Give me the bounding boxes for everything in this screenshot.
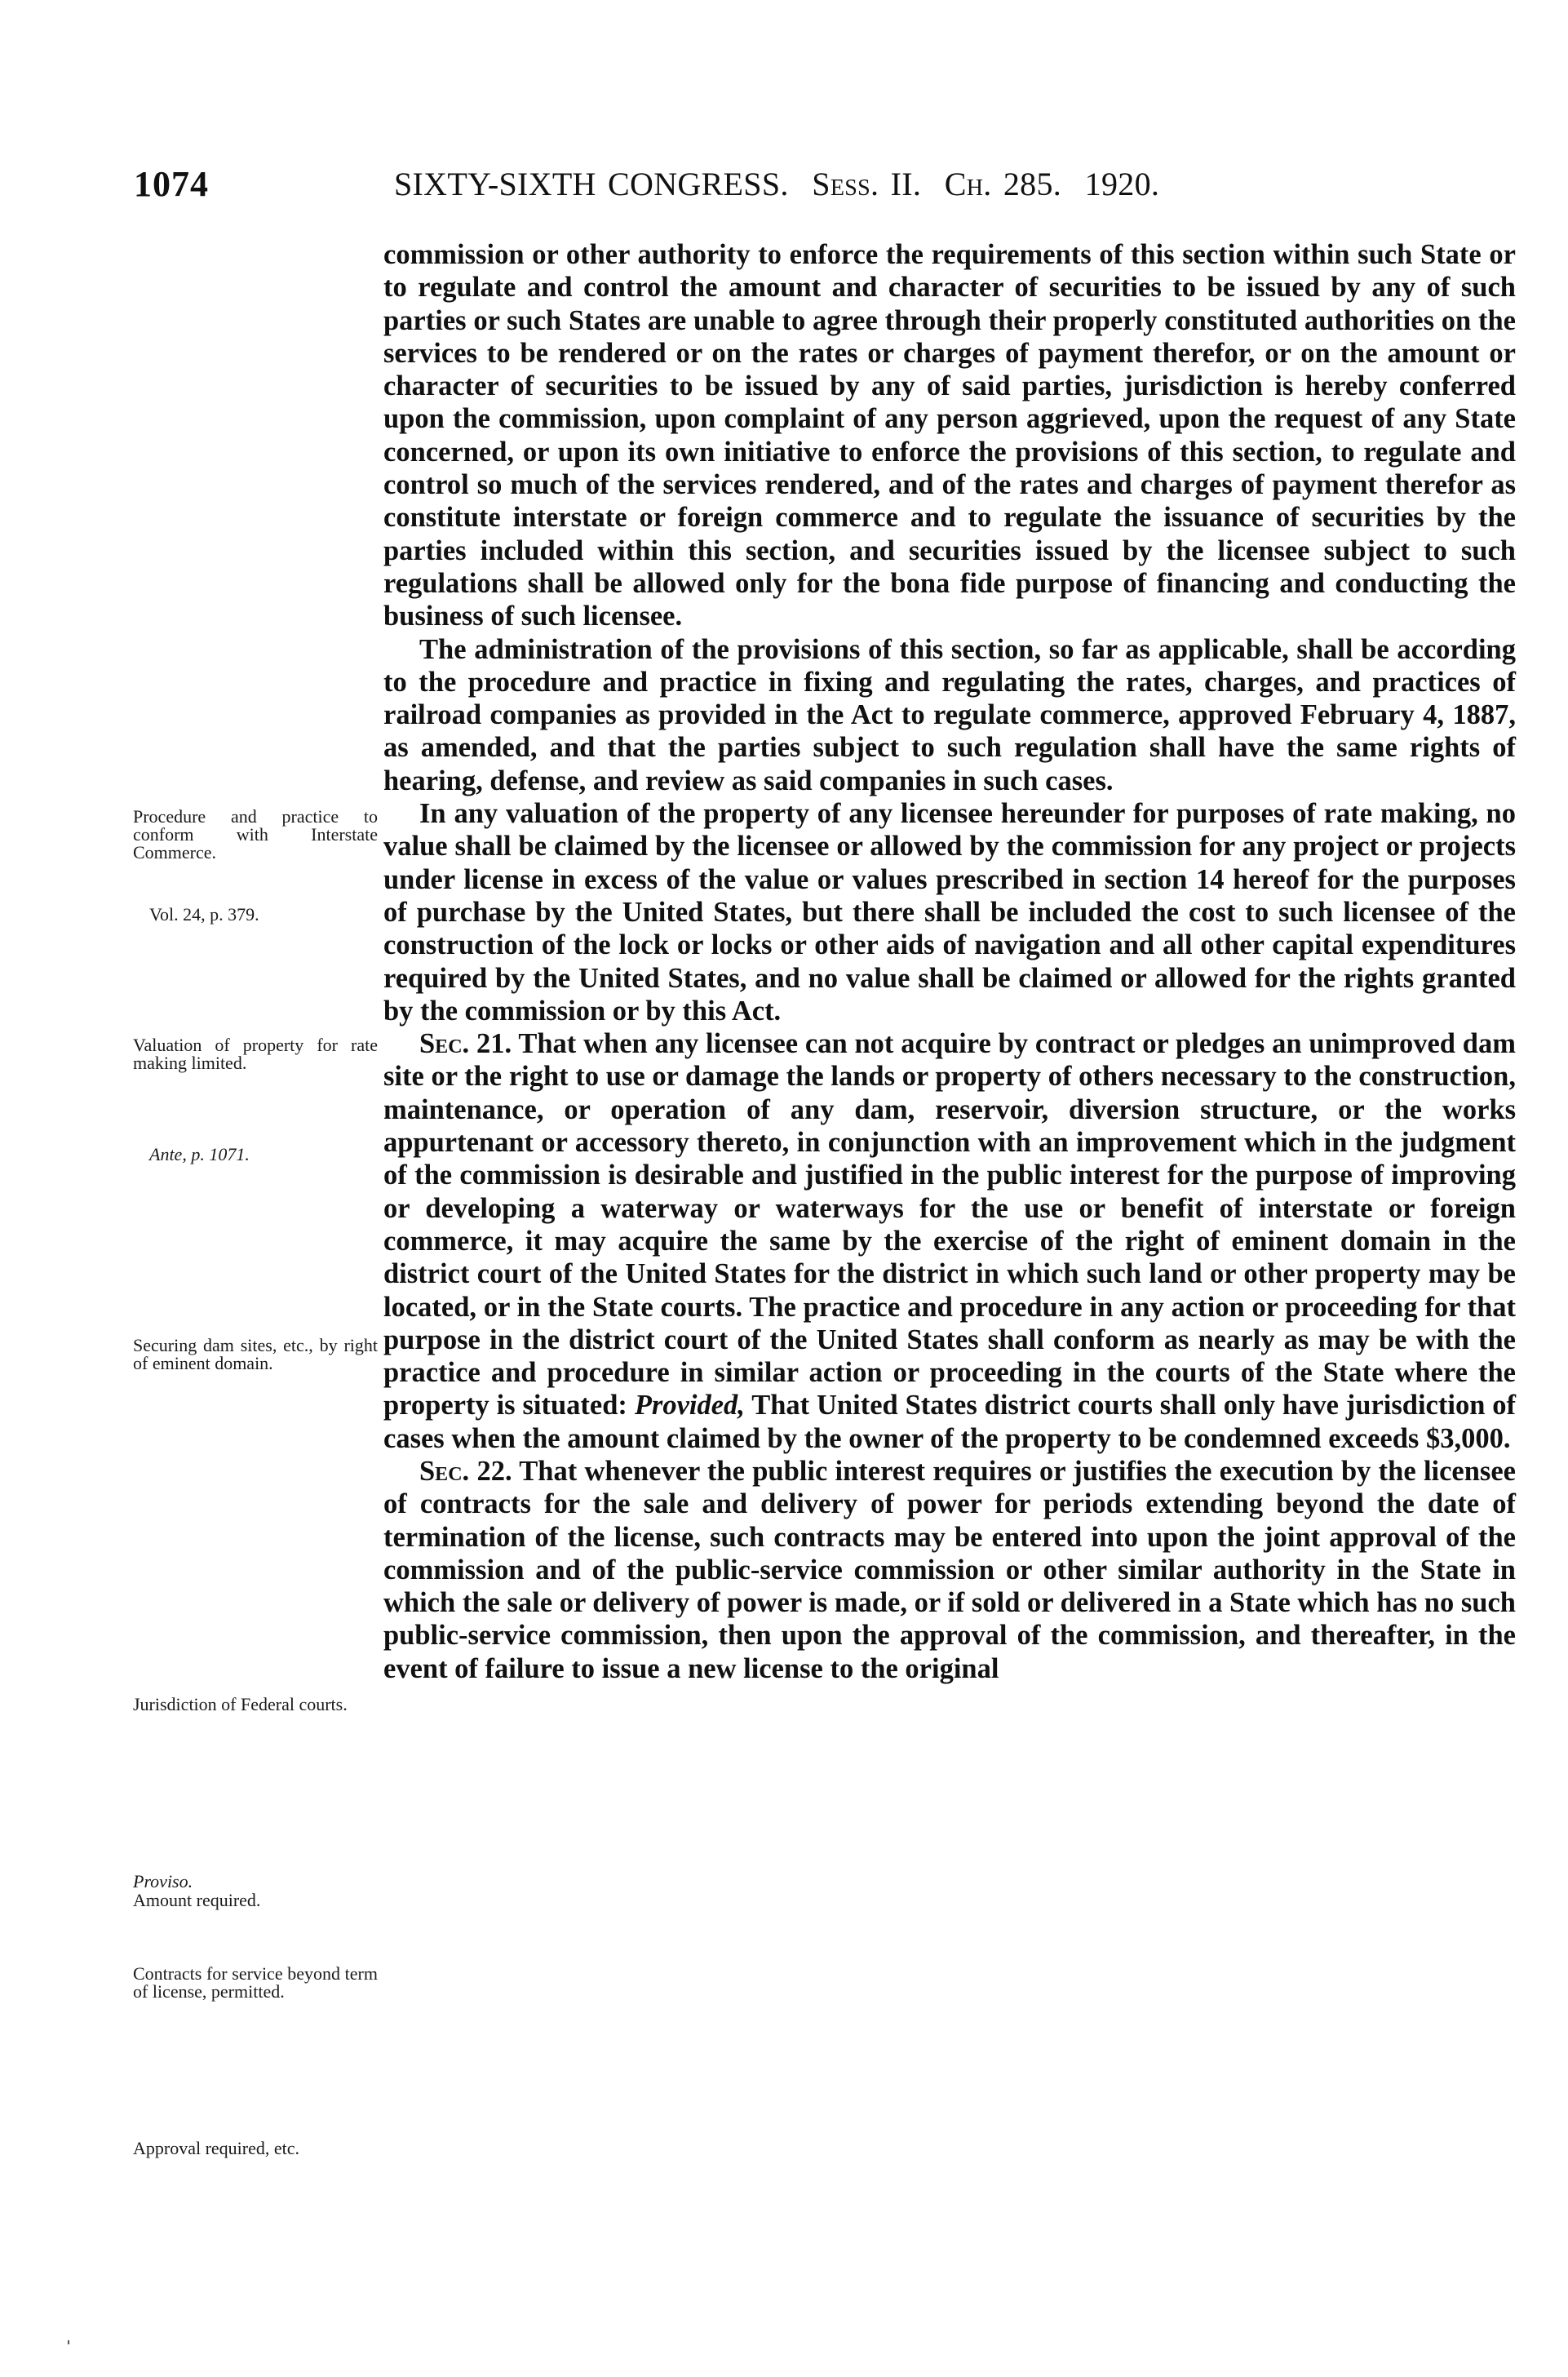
margin-note-proviso — [133, 1873, 378, 1891]
section-21-label: Sec. 21. — [419, 1028, 512, 1060]
year-label: 1920. — [1084, 166, 1160, 202]
session-label: Sess. II. — [812, 166, 922, 202]
ante-citation-text: Ante, p. 1071. — [149, 1144, 250, 1164]
section-22-label: Sec. 22. — [419, 1455, 512, 1487]
running-head — [394, 160, 1430, 209]
scan-artifact — [68, 2340, 69, 2344]
section-21 — [383, 1027, 1516, 1455]
section-21-proviso: That United States district courts shall only have jurisdiction of cases when the amount claimed by the owner of the property to be condemned exceeds $3,000. — [383, 1390, 1517, 1454]
paragraph-valuation: In any valuation of the property of any licensee hereunder for purposes of rate making, no value shall be claimed by the licensee or allowed by the commission for any project or projects under license in excess of the value or values prescribed in section 14 hereof for the purposes of purchase by the United States, but there shall be included the cost to such licensee of the construction of the lock or locks or other aids of navigation and all other capital expenditures required by the United States, and no value shall be claimed or allowed for the rights granted by the commission or by this Act. — [383, 798, 1516, 1027]
congress-title: SIXTY-SIXTH CONGRESS. — [394, 166, 789, 202]
provided-keyword: Provided, — [634, 1390, 745, 1421]
chapter-label: Ch. 285. — [944, 166, 1062, 202]
section-21-text: That when any licensee can not acquire by contract or pledges an unimproved dam site or the right to use or damage the lands or property of others necessary to the construction, maintenance, or operation of any dam, reservoir, diversion structure, or the works appurtenant or accessory thereto, in conjunction with an improvement which in the judgment of the commission is desirable and justified in the public interest for the purpose of improving or developing a waterway or waterways for the use or benefit of interstate or foreign commerce, it may acquire the same by the exercise of the right of eminent domain in the district court of the United States for the district in which such land or other property may be located, or in the State courts. The practice and procedure in any action or proceeding for that purpose in the district court of the United States shall conform as nearly as may be with the practice and procedure in similar action or proceeding in the courts of the State where the property is situated: — [383, 1028, 1516, 1421]
margin-note-vol-citation: Vol. 24, p. 379. — [149, 904, 259, 925]
paragraph-administration: The administration of the provisions of this section, so far as applicable, shall be according to the procedure and practice in fixing and regulating the rates, charges, and practices of railroad companies as provided in the Act to regulate commerce, approved February 4, 1887, as amended, and that the parties subject to such regulation shall have the same rights of hearing, defense, and review as said companies in such cases. — [383, 633, 1516, 796]
paragraph-continued: commission or other authority to enforce the requirements of this section within such State or to regulate and control the amount and character of securities to be issued by any of such parties or such States are unable to agree through their properly constituted authorities on the services to be rendered or on the rates or charges of payment therefor, or on the amount or character of securities to be issued by any of said parties, jurisdiction is hereby conferred upon the commission, upon complaint of any person aggrieved, upon the request of any State concerned, or upon its own initiative to enforce the provisions of this section, to regulate and control so much of the services rendered, and of the rates and charges of payment therefor as constitute interstate or foreign commerce and to regulate the issuance of securities by the parties included within this section, and securities issued by the licensee subject to such regulations shall be allowed only for the bona fide purpose of financing and conducting the business of such licensee. — [383, 239, 1516, 632]
statute-body — [383, 238, 1516, 1685]
margin-note-jurisdiction: Jurisdiction of Federal courts. — [133, 1694, 348, 1714]
margin-note-dam-sites: Securing dam sites, etc., by right of eminent domain. — [133, 1335, 378, 1373]
section-22-text: That whenever the public interest requires or justifies the execution by the licensee of contracts for the sale and delivery of power for periods extending beyond the date of termination of the license, such contracts may be entered into upon the joint approval of the commission and of the public-service commission or other similar authority in the State in which the sale or delivery of power is made, or if sold or delivered in a State which has no such public-service commission, then upon the approval of the commission, and thereafter, in the event of failure to issue a new license to the original — [383, 1455, 1516, 1684]
page-number: 1074 — [134, 164, 209, 204]
margin-note-approval: Approval required, etc. — [133, 2138, 300, 2158]
proviso-text: Proviso. — [133, 1871, 193, 1891]
margin-note-amount-required: Amount required. — [133, 1890, 261, 1910]
margin-note-procedure: Procedure and practice to conform with Interstate Commerce. — [133, 806, 378, 863]
margin-note-contracts: Contracts for service beyond term of license, permitted. — [133, 1963, 378, 2002]
running-header — [0, 160, 1568, 209]
margin-note-ante-citation — [133, 1146, 394, 1164]
section-22 — [383, 1455, 1516, 1685]
margin-note-valuation: Valuation of property for rate making limited. — [133, 1035, 378, 1073]
